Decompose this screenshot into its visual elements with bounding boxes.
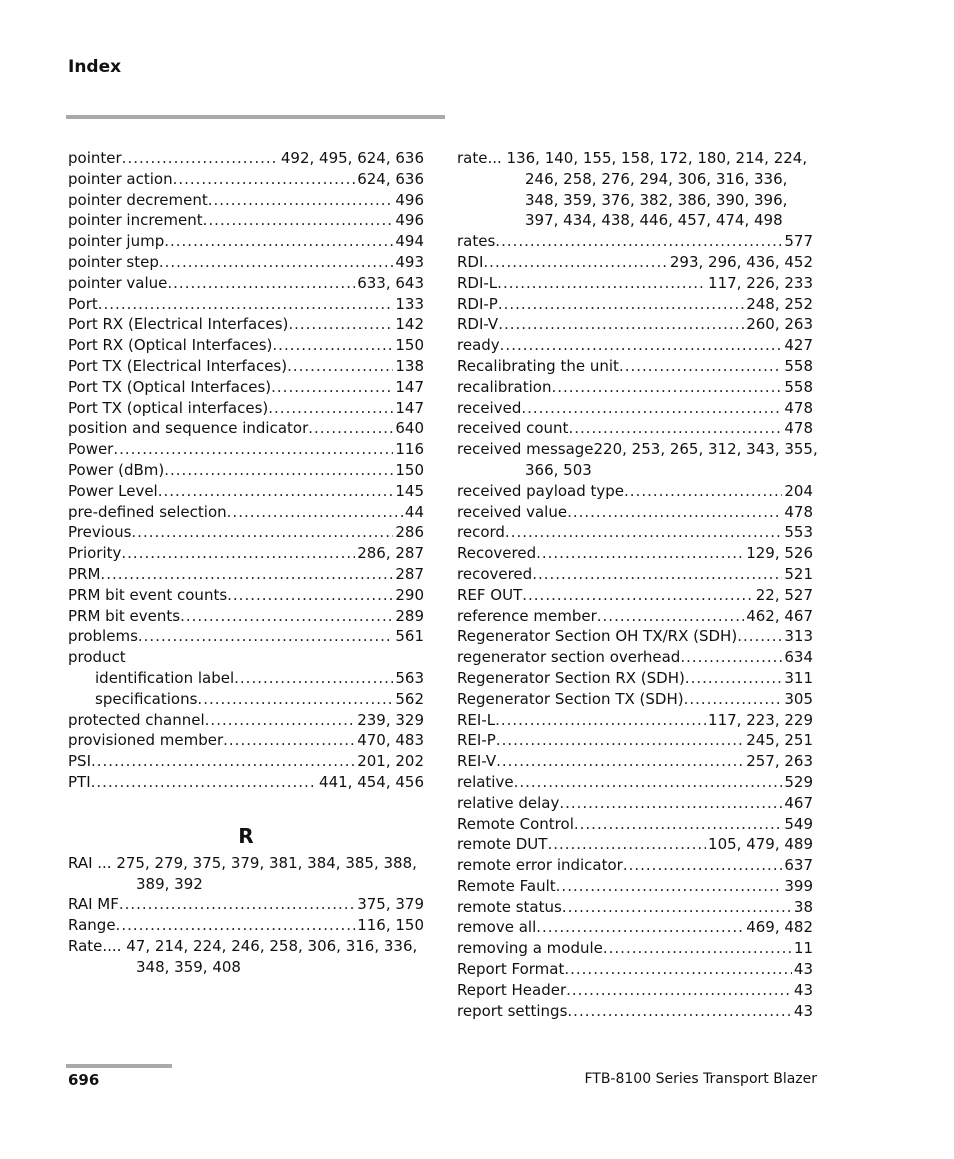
dot-leader: [737, 626, 782, 647]
index-entry-rate-upper-continued: 348, 359, 408: [136, 957, 241, 976]
index-pages: 293, 296, 436, 452: [669, 252, 813, 271]
index-entry: [457, 273, 813, 294]
index-term: pointer decrement: [68, 190, 208, 209]
index-entry: [457, 959, 813, 980]
index-pages: 43: [793, 960, 813, 979]
dot-leader: [619, 356, 782, 377]
index-term: identification label: [95, 668, 235, 687]
index-entry-received-message: received message220, 253, 265, 312, 343, 355,: [457, 440, 818, 459]
index-pages: 133: [395, 294, 424, 313]
index-pages: 561: [395, 627, 424, 646]
dot-leader: [597, 606, 744, 627]
dot-leader: [500, 335, 783, 356]
dot-leader: [567, 502, 782, 523]
dot-leader: [559, 793, 782, 814]
index-term: Regenerator Section TX (SDH): [457, 689, 684, 708]
dot-leader: [574, 814, 782, 835]
index-pages: 624, 636: [357, 169, 424, 188]
header-rule: [66, 115, 445, 119]
index-pages: 129, 526: [746, 544, 813, 563]
index-term: product: [68, 648, 126, 667]
index-pages: 248, 252: [746, 294, 813, 313]
index-pages: 147: [395, 398, 424, 417]
index-entry: [457, 564, 813, 585]
index-term: position and sequence indicator: [68, 419, 309, 438]
index-pages: 441, 454, 456: [319, 772, 424, 791]
index-pages: 289: [395, 606, 424, 625]
index-entry: [68, 377, 424, 398]
index-pages: 117, 226, 233: [708, 273, 813, 292]
index-entry: [68, 606, 424, 627]
index-pages: 22, 527: [755, 585, 813, 604]
index-pages: 462, 467: [746, 606, 813, 625]
index-entry: [68, 210, 424, 231]
index-pages: 245, 251: [746, 731, 813, 750]
index-entry: [457, 606, 813, 627]
index-pages: 563: [395, 668, 424, 687]
dot-leader: [208, 190, 394, 211]
index-entry-rate-continued: 246, 258, 276, 294, 306, 316, 336,: [525, 169, 788, 188]
index-entry: [457, 294, 813, 315]
index-entry: [457, 398, 813, 419]
index-pages: 375, 379: [357, 895, 424, 914]
dot-leader: [223, 730, 355, 751]
index-entry: [68, 585, 424, 606]
dot-leader: [205, 710, 356, 731]
dot-leader: [567, 1001, 792, 1022]
index-entry: [68, 190, 424, 211]
index-pages: 105, 479, 489: [708, 835, 813, 854]
dot-leader: [680, 647, 782, 668]
index-entry: [68, 626, 424, 647]
index-entry: [68, 502, 424, 523]
index-pages: 469, 482: [746, 918, 813, 937]
index-term: Recalibrating the unit: [457, 356, 619, 375]
index-entry: [68, 730, 424, 751]
index-pages: 147: [395, 377, 424, 396]
index-term: remote error indicator: [457, 856, 623, 875]
index-term: pointer value: [68, 273, 168, 292]
index-term: relative delay: [457, 793, 560, 812]
index-entry: [68, 915, 424, 936]
dot-leader: [91, 772, 317, 793]
index-pages: 467: [784, 793, 813, 812]
index-entry: [457, 917, 813, 938]
dot-leader: [138, 626, 393, 647]
index-entry-rate-continued: 397, 434, 438, 446, 457, 474, 498: [525, 211, 783, 230]
index-term: remove all: [457, 918, 537, 937]
index-pages: 117, 223, 229: [708, 710, 813, 729]
index-entry: [68, 169, 424, 190]
dot-leader: [159, 252, 393, 273]
index-pages: 553: [784, 523, 813, 542]
index-term: PRM bit event counts: [68, 585, 228, 604]
index-term: provisioned member: [68, 731, 224, 750]
index-term: RDI-V: [457, 315, 499, 334]
index-entry: [457, 710, 813, 731]
index-term: protected channel: [68, 710, 205, 729]
dot-leader: [164, 460, 393, 481]
index-entry: [68, 543, 424, 564]
dot-leader: [562, 897, 792, 918]
index-pages: 562: [395, 689, 424, 708]
dot-leader: [521, 398, 782, 419]
dot-leader: [287, 356, 393, 377]
dot-leader: [547, 834, 706, 855]
index-term: received payload type: [457, 481, 625, 500]
dot-leader: [514, 772, 783, 793]
page-number: 696: [68, 1071, 100, 1089]
dot-leader: [308, 418, 393, 439]
index-pages: 640: [395, 419, 424, 438]
index-pages: 204: [784, 481, 813, 500]
index-term: REI-V: [457, 752, 497, 771]
index-entry: [68, 252, 424, 273]
index-pages: 399: [784, 876, 813, 895]
index-pages: 521: [784, 564, 813, 583]
dot-leader: [119, 894, 355, 915]
dot-leader: [497, 273, 706, 294]
index-pages: 311: [784, 668, 813, 687]
index-list-right-b: [457, 481, 813, 1022]
dot-leader: [203, 210, 394, 231]
index-entry: [68, 294, 424, 315]
index-list-right-a: [457, 231, 813, 439]
index-entry: [457, 751, 813, 772]
index-term: received count: [457, 419, 569, 438]
index-pages: 201, 202: [357, 752, 424, 771]
index-entry: [457, 626, 813, 647]
index-pages: 287: [395, 564, 424, 583]
index-list-r: [68, 853, 424, 978]
index-pages: 470, 483: [357, 731, 424, 750]
index-term: recalibration: [457, 377, 552, 396]
dot-leader: [483, 252, 667, 273]
index-term: Regenerator Section OH TX/RX (SDH): [457, 627, 738, 646]
index-pages: 478: [784, 419, 813, 438]
index-term: Regenerator Section RX (SDH): [457, 668, 685, 687]
index-entry: [457, 689, 813, 710]
index-pages: 558: [784, 356, 813, 375]
index-term: PRM: [68, 564, 101, 583]
index-term: relative: [457, 772, 514, 791]
index-pages: 239, 329: [357, 710, 424, 729]
section-letter-heading: R: [238, 823, 254, 848]
index-entry-rate-continued: 348, 359, 376, 382, 386, 390, 396,: [525, 190, 788, 209]
index-term: Remote Fault: [457, 876, 556, 895]
index-entry-rate-upper: Rate.... 47, 214, 224, 246, 258, 306, 316, 336,: [68, 936, 418, 955]
index-term: RDI-P: [457, 294, 498, 313]
dot-leader: [164, 231, 393, 252]
index-pages: 496: [395, 211, 424, 230]
dot-leader: [566, 980, 792, 1001]
index-term: Port TX (Electrical Interfaces): [68, 356, 288, 375]
index-term: remote status: [457, 897, 562, 916]
index-term: PTI: [68, 772, 91, 791]
dot-leader: [496, 751, 744, 772]
dot-leader: [227, 585, 393, 606]
index-entry: [457, 481, 813, 502]
index-term: Port: [68, 294, 98, 313]
index-term: reference member: [457, 606, 597, 625]
dot-leader: [271, 377, 393, 398]
index-entry: [457, 897, 813, 918]
index-pages: 478: [784, 502, 813, 521]
index-pages: 637: [784, 856, 813, 875]
dot-leader: [685, 668, 783, 689]
page-header-title: Index: [68, 57, 122, 77]
dot-leader: [522, 585, 753, 606]
dot-leader: [98, 294, 394, 315]
dot-leader: [91, 751, 355, 772]
index-pages: 494: [395, 232, 424, 251]
index-entry-rai-continued: 389, 392: [136, 874, 203, 893]
dot-leader: [131, 522, 393, 543]
index-entry-received-message-continued: 366, 503: [525, 460, 592, 479]
index-term: Power (dBm): [68, 460, 165, 479]
index-pages: 313: [784, 627, 813, 646]
index-term: PSI: [68, 752, 91, 771]
index-pages: 290: [395, 585, 424, 604]
index-entry: [457, 1001, 813, 1022]
dot-leader: [684, 689, 783, 710]
index-term: record: [457, 523, 505, 542]
index-pages: 305: [784, 689, 813, 708]
index-entry: [68, 148, 424, 169]
index-entry: [457, 502, 813, 523]
index-entry: [68, 772, 424, 793]
dot-leader: [116, 915, 356, 936]
index-pages: 116, 150: [357, 916, 424, 935]
index-entry: [457, 585, 813, 606]
index-pages: 38: [793, 897, 813, 916]
index-term: pointer increment: [68, 211, 203, 230]
dot-leader: [167, 273, 355, 294]
index-term: pointer jump: [68, 232, 165, 251]
index-entry: [457, 980, 813, 1001]
index-term: Remote Control: [457, 814, 574, 833]
index-entry: [457, 356, 813, 377]
dot-leader: [158, 481, 394, 502]
index-term: Report Format: [457, 960, 565, 979]
index-entry: [68, 273, 424, 294]
index-entry: [457, 377, 813, 398]
index-term: recovered: [457, 564, 533, 583]
index-term: Recovered: [457, 544, 537, 563]
index-term: REI-P: [457, 731, 496, 750]
index-entry: [457, 252, 813, 273]
index-pages: 286, 287: [357, 544, 424, 563]
dot-leader: [532, 564, 782, 585]
index-term: remote DUT: [457, 835, 548, 854]
dot-leader: [288, 314, 393, 335]
index-pages: 492, 495, 624, 636: [280, 149, 424, 167]
dot-leader: [268, 398, 393, 419]
dot-leader: [536, 917, 744, 938]
dot-leader: [272, 335, 393, 356]
dot-leader: [623, 855, 783, 876]
index-term: RDI: [457, 252, 484, 271]
dot-leader: [568, 418, 782, 439]
index-pages: 43: [793, 980, 813, 999]
index-list-p: [68, 148, 424, 793]
index-term: Range: [68, 916, 116, 935]
index-term: pointer action: [68, 169, 173, 188]
index-term: Previous: [68, 523, 132, 542]
index-pages: 11: [793, 939, 813, 958]
index-entry: [68, 751, 424, 772]
index-entry: [457, 522, 813, 543]
index-term: rates: [457, 232, 496, 251]
index-entry: [457, 231, 813, 252]
index-entry: [68, 314, 424, 335]
index-term: Port TX (Optical Interfaces): [68, 377, 272, 396]
footer-rule: [66, 1064, 172, 1068]
index-entry: [68, 522, 424, 543]
index-entry: [68, 418, 424, 439]
index-term: Priority: [68, 544, 122, 563]
index-pages: 427: [784, 336, 813, 355]
index-term: Power: [68, 440, 114, 459]
index-subentry: [68, 689, 424, 710]
index-pages: 529: [784, 772, 813, 791]
dot-leader: [536, 543, 744, 564]
index-entry: [457, 938, 813, 959]
index-pages: 43: [793, 1001, 813, 1020]
index-term: specifications: [95, 689, 198, 708]
index-term: report settings: [457, 1001, 568, 1020]
index-entry: [68, 564, 424, 585]
index-term: ready: [457, 336, 500, 355]
index-entry: [68, 710, 424, 731]
index-entry: [68, 335, 424, 356]
index-term: Report Header: [457, 980, 567, 999]
dot-leader: [113, 439, 393, 460]
index-pages: 138: [395, 356, 424, 375]
index-term: pointer: [68, 149, 122, 167]
index-term: Port RX (Electrical Interfaces): [68, 315, 289, 334]
dot-leader: [556, 876, 783, 897]
index-entry: [68, 894, 424, 915]
index-term: Port RX (Optical Interfaces): [68, 336, 273, 355]
index-pages: 260, 263: [746, 315, 813, 334]
index-subentry: [68, 668, 424, 689]
index-entry: [457, 793, 813, 814]
index-entry: [68, 460, 424, 481]
dot-leader: [197, 689, 393, 710]
index-entry: [68, 356, 424, 377]
index-entry: [457, 876, 813, 897]
index-entry: [457, 855, 813, 876]
dot-leader: [173, 169, 356, 190]
dot-leader: [122, 148, 279, 169]
index-entry: [68, 398, 424, 419]
dot-leader: [551, 377, 782, 398]
index-column-right: [457, 148, 818, 1021]
index-column-left: [68, 148, 424, 977]
index-entry-rate: rate... 136, 140, 155, 158, 172, 180, 214, 224,: [457, 149, 808, 167]
dot-leader: [495, 231, 782, 252]
index-entry: [457, 335, 813, 356]
index-term: received: [457, 398, 522, 417]
dot-leader: [121, 543, 355, 564]
dot-leader: [505, 522, 782, 543]
index-term: received value: [457, 502, 568, 521]
index-entry: [457, 543, 813, 564]
index-pages: 549: [784, 814, 813, 833]
index-term: pre-defined selection: [68, 502, 227, 521]
index-entry: [457, 730, 813, 751]
index-term: REI-L: [457, 710, 496, 729]
index-entry: [457, 418, 813, 439]
dot-leader: [180, 606, 393, 627]
dot-leader: [564, 959, 792, 980]
index-entry-rai: RAI ... 275, 279, 375, 379, 381, 384, 385, 388,: [68, 853, 417, 872]
index-pages: 286: [395, 523, 424, 542]
index-pages: 44: [404, 502, 424, 521]
index-pages: 142: [395, 315, 424, 334]
index-term: problems: [68, 627, 138, 646]
dot-leader: [498, 294, 744, 315]
dot-leader: [603, 938, 792, 959]
index-pages: 116: [395, 440, 424, 459]
dot-leader: [496, 730, 744, 751]
index-entry: [457, 314, 813, 335]
dot-leader: [227, 502, 403, 523]
footer-title: FTB-8100 Series Transport Blazer: [584, 1071, 817, 1087]
index-term: regenerator section overhead: [457, 648, 681, 667]
index-pages: 633, 643: [357, 273, 424, 292]
index-pages: 150: [395, 460, 424, 479]
index-pages: 634: [784, 648, 813, 667]
index-term: PRM bit events: [68, 606, 181, 625]
index-pages: 577: [784, 232, 813, 251]
index-entry: [457, 668, 813, 689]
dot-leader: [100, 564, 393, 585]
index-term: RAI MF: [68, 895, 119, 914]
index-pages: 257, 263: [746, 752, 813, 771]
index-entry: [457, 834, 813, 855]
index-term: RDI-L: [457, 273, 498, 292]
index-term: REF OUT: [457, 585, 523, 604]
dot-leader: [495, 710, 706, 731]
index-term: Port TX (optical interfaces): [68, 398, 269, 417]
dot-leader: [624, 481, 782, 502]
index-entry: [68, 481, 424, 502]
index-pages: 493: [395, 252, 424, 271]
index-pages: 478: [784, 398, 813, 417]
index-term: removing a module: [457, 939, 603, 958]
index-entry: [68, 647, 424, 668]
index-entry: [457, 814, 813, 835]
index-pages: 558: [784, 377, 813, 396]
index-term: Power Level: [68, 481, 158, 500]
index-pages: 150: [395, 336, 424, 355]
index-entry: [457, 772, 813, 793]
index-entry: [68, 231, 424, 252]
dot-leader: [234, 668, 393, 689]
index-entry: [68, 439, 424, 460]
index-pages: 145: [395, 481, 424, 500]
index-term: pointer step: [68, 252, 159, 271]
index-entry: [457, 647, 813, 668]
dot-leader: [498, 314, 744, 335]
index-pages: 496: [395, 190, 424, 209]
